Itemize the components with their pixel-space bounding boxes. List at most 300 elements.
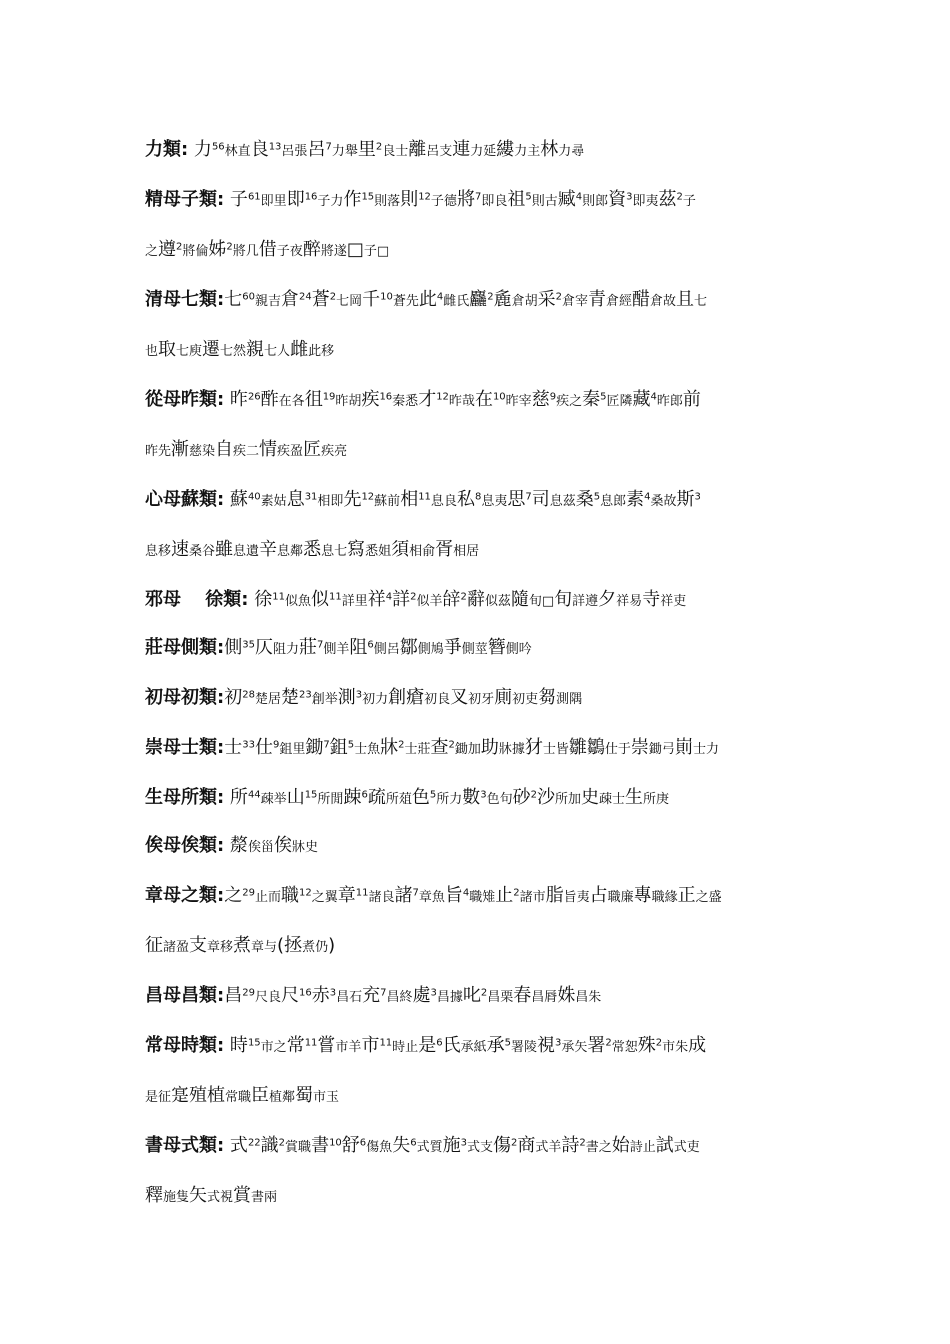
fanqie-annotation: 則古 [531, 194, 558, 209]
fanqie-annotation: 子□ [363, 244, 390, 259]
count-number: 6 [359, 1137, 367, 1149]
fanqie-annotation: 章移 [207, 940, 234, 955]
character: 殊 [637, 1035, 656, 1056]
fanqie-annotation: 市羊 [335, 1040, 362, 1055]
count-number: 15 [361, 191, 375, 203]
character: 蒼 [311, 289, 330, 310]
character: 胥 [435, 539, 454, 560]
count-number: 23 [298, 689, 312, 701]
fanqie-annotation: 書兩 [251, 1190, 278, 1205]
fanqie-annotation: 桑谷 [189, 544, 216, 559]
character: 雖 [215, 539, 234, 560]
character: 取 [158, 339, 177, 360]
fanqie-annotation: 市朱 [662, 1040, 689, 1055]
count-number: 6 [361, 789, 368, 801]
category-heading: 力類: [145, 139, 189, 160]
fanqie-annotation: 息茲 [549, 494, 576, 509]
character: 姝 [557, 985, 576, 1006]
character: 秦 [582, 389, 601, 410]
character: 寔 [171, 1085, 190, 1106]
fanqie-annotation: 諸良 [368, 890, 395, 905]
count-number: 10 [492, 391, 506, 403]
count-number: 16 [298, 987, 312, 999]
fanqie-annotation: 章与 [251, 940, 278, 955]
fanqie-annotation: 諸盈 [163, 940, 190, 955]
fanqie-annotation: 創举 [311, 692, 338, 707]
fanqie-annotation: 側羊 [323, 642, 350, 657]
fanqie-annotation: 林直 [224, 144, 251, 159]
count-number: 11 [379, 1037, 393, 1049]
text-line [145, 138, 825, 164]
category-heading: 從母昨類: [145, 389, 225, 410]
count-number: 3 [626, 191, 633, 203]
character: 斯 [676, 489, 695, 510]
text-line [145, 834, 825, 860]
category-heading: 心母蘇類: [145, 489, 225, 510]
fanqie-annotation: 側莖 [461, 642, 488, 657]
character: 史 [581, 787, 599, 808]
character: 春 [513, 985, 532, 1006]
character: 征 [145, 935, 163, 956]
character: 藏 [632, 389, 651, 410]
character: 漦 [224, 835, 248, 856]
count-number: 11 [418, 491, 431, 503]
character: 辭 [466, 589, 485, 610]
fanqie-annotation: 倉宰 [561, 294, 588, 309]
count-number: 3 [430, 987, 437, 999]
text-line [145, 934, 825, 960]
text-line [145, 588, 825, 614]
character: 赤 [311, 985, 330, 1006]
fanqie-annotation: 詳遵 [572, 594, 599, 609]
character: 七 [224, 289, 243, 310]
count-number: 2 [655, 1037, 663, 1049]
fanqie-annotation: 昨先 [145, 444, 172, 459]
character: 市 [361, 1035, 380, 1056]
fanqie-annotation: 將几 [232, 244, 259, 259]
fanqie-annotation: 昌終 [386, 990, 413, 1005]
fanqie-annotation: 承矢 [561, 1040, 588, 1055]
fanqie-annotation: 士皆 [542, 742, 569, 757]
text-line [145, 984, 825, 1010]
count-number: 2 [555, 291, 562, 303]
count-number: 4 [575, 191, 583, 203]
character: 釋 [145, 1185, 163, 1206]
character: 呂 [307, 139, 326, 160]
category-heading: 崇母士類: [145, 737, 225, 758]
character: 息 [286, 489, 305, 510]
count-number: 29 [242, 987, 255, 999]
count-number: 8 [474, 491, 482, 503]
count-number: 28 [242, 689, 255, 701]
count-number: 11 [304, 1037, 318, 1049]
count-number: 2 [513, 887, 520, 899]
text-line [145, 1084, 825, 1110]
character: 采 [537, 289, 556, 310]
text-line [145, 686, 825, 712]
fanqie-annotation: 秦悉 [392, 394, 419, 409]
fanqie-annotation: 昌朱 [575, 990, 602, 1005]
character: 遵 [158, 239, 177, 260]
fanqie-annotation: 賞職 [285, 1140, 312, 1155]
text-line [145, 338, 825, 364]
count-number: 5 [525, 191, 532, 203]
character: 昌 [224, 985, 243, 1006]
category-heading: 生母所類: [145, 787, 225, 808]
character: 所 [224, 787, 248, 808]
count-number: 2 [510, 1137, 518, 1149]
character: 牀 [380, 737, 399, 758]
character: 試 [655, 1135, 674, 1156]
fanqie-annotation: 即里 [260, 194, 287, 209]
fanqie-annotation: 子夜 [276, 244, 303, 259]
character: 借 [258, 239, 277, 260]
fanqie-annotation: 疾亮 [321, 444, 348, 459]
fanqie-annotation: 時止 [392, 1040, 419, 1055]
fanqie-annotation: 鉏里 [279, 742, 306, 757]
fanqie-annotation: 此移 [308, 344, 335, 359]
character: 且 [676, 289, 695, 310]
count-number: 2 [176, 241, 183, 253]
fanqie-annotation: 士魚 [354, 742, 381, 757]
fanqie-annotation: 則落 [374, 194, 401, 209]
character: 似 [310, 589, 329, 610]
count-number: 6 [367, 639, 374, 651]
character: 叱 [462, 985, 481, 1006]
fanqie-annotation: 昌石 [336, 990, 363, 1005]
count-number: 26 [247, 391, 261, 403]
category-heading: 初母初類: [145, 687, 225, 708]
fanqie-annotation: 初吏 [512, 692, 539, 707]
character: 成 [688, 1035, 707, 1056]
fanqie-annotation: 相即 [317, 494, 344, 509]
count-number: 29 [242, 887, 255, 899]
character: 千 [362, 289, 381, 310]
character: 識 [260, 1135, 279, 1156]
fanqie-annotation: 煮仍 [302, 940, 329, 955]
character: 蜀 [295, 1085, 314, 1106]
fanqie-annotation: 疾之 [556, 394, 583, 409]
character: 作 [343, 189, 362, 210]
fanqie-annotation: 素姑 [260, 494, 287, 509]
character: 初 [224, 687, 243, 708]
character: 桑 [575, 489, 594, 510]
character: 徂 [304, 389, 323, 410]
character: 資 [608, 189, 627, 210]
count-number: 2 [329, 291, 337, 303]
count-number: 2 [480, 987, 488, 999]
fanqie-annotation: 子力 [317, 194, 344, 209]
fanqie-annotation: 側鳩 [417, 642, 444, 657]
character: 漸 [171, 439, 190, 460]
character: 職 [280, 885, 299, 906]
count-number: 3 [460, 1137, 467, 1149]
character: 止 [495, 885, 514, 906]
count-number: 15 [304, 789, 318, 801]
character: 簪 [487, 637, 506, 658]
fanqie-annotation: 在各 [278, 394, 305, 409]
count-number: 13 [268, 141, 282, 153]
fanqie-annotation: 側吟 [505, 642, 532, 657]
character: 寺 [642, 589, 661, 610]
fanqie-annotation: 是征 [145, 1090, 172, 1105]
category-heading: 俟母俟類: [145, 835, 225, 856]
character: 砂 [512, 787, 531, 808]
character: 生 [625, 787, 644, 808]
character: 旬 [554, 589, 573, 610]
character: 則 [400, 189, 419, 210]
count-number: 11 [355, 887, 369, 899]
count-number: 5 [600, 391, 607, 403]
fanqie-annotation: 色句 [486, 792, 513, 807]
count-number: 3 [329, 987, 337, 999]
fanqie-annotation: 雌氏 [443, 294, 470, 309]
character: 慈 [531, 389, 550, 410]
character: 疏 [367, 787, 386, 808]
character: 才 [418, 389, 437, 410]
fanqie-annotation: 七人 [264, 344, 291, 359]
character: 相 [400, 489, 419, 510]
character: 詩 [561, 1135, 580, 1156]
fanqie-annotation: 即夷 [632, 194, 659, 209]
fanqie-annotation: 旨夷 [563, 890, 590, 905]
fanqie-annotation: 子德 [430, 194, 457, 209]
fanqie-annotation: 常恕 [611, 1040, 638, 1055]
character: 諸 [394, 885, 413, 906]
count-number: 2 [448, 739, 455, 751]
fanqie-annotation: 側呂 [373, 642, 400, 657]
character: 私 [456, 489, 475, 510]
fanqie-annotation: 詳里 [341, 594, 368, 609]
character: 助 [480, 737, 499, 758]
fanqie-annotation: 昨胡 [335, 394, 362, 409]
character: 旨 [444, 885, 463, 906]
fanqie-annotation: 昨宰 [505, 394, 532, 409]
character: 連 [452, 139, 471, 160]
fanqie-annotation: 所閒 [317, 792, 344, 807]
count-number: 10 [329, 1137, 342, 1149]
count-number: 4 [462, 887, 470, 899]
count-number: 2 [410, 591, 417, 603]
fanqie-annotation: 昌脣 [531, 990, 558, 1005]
fanqie-annotation: 也 [145, 344, 159, 359]
character: 矢 [189, 1185, 208, 1206]
category-heading: 莊母側類: [145, 637, 225, 658]
count-number: 5 [504, 1037, 511, 1049]
fanqie-annotation: 常職 [225, 1090, 252, 1105]
count-number: 11 [272, 591, 285, 603]
fanqie-annotation: 相俞 [409, 544, 436, 559]
count-number: 7 [525, 491, 532, 503]
character: 士 [224, 737, 243, 758]
fanqie-annotation: 將倫 [182, 244, 209, 259]
fanqie-annotation: 諸市 [519, 890, 546, 905]
character: 將 [456, 189, 475, 210]
character: 力 [188, 139, 212, 160]
fanqie-annotation: 息郎 [600, 494, 627, 509]
fanqie-annotation: 疾盈 [277, 444, 304, 459]
fanqie-annotation: 息遺 [233, 544, 260, 559]
count-number: 44 [247, 789, 261, 801]
fanqie-annotation: 倉胡 [511, 294, 538, 309]
fanqie-annotation: 章魚 [418, 890, 445, 905]
category-heading: 邪母 徐類: [145, 589, 249, 610]
fanqie-annotation: 呂支 [426, 144, 453, 159]
character: 速 [171, 539, 190, 560]
character: 悉 [303, 539, 322, 560]
character: 詳 [392, 589, 411, 610]
fanqie-annotation: 呂張 [281, 144, 308, 159]
character: 犲 [524, 737, 543, 758]
count-number: 6 [436, 1037, 443, 1049]
fanqie-annotation: 力延 [470, 144, 497, 159]
count-number: 5 [429, 789, 437, 801]
character: 須 [391, 539, 410, 560]
text-line [145, 388, 825, 414]
character: 子 [224, 189, 248, 210]
character: 色 [411, 787, 430, 808]
fanqie-annotation: 式支 [466, 1140, 493, 1155]
character: 辛 [259, 539, 278, 560]
fanqie-annotation: 相居 [453, 544, 480, 559]
fanqie-annotation: 傷魚 [366, 1140, 393, 1155]
text-line [145, 884, 825, 910]
count-number: 15 [247, 1037, 261, 1049]
category-heading: 昌母昌類: [145, 985, 225, 1006]
character: 鉏 [329, 737, 348, 758]
character: 商 [517, 1135, 536, 1156]
fanqie-annotation: 楚居 [254, 692, 281, 707]
character: 式 [224, 1135, 248, 1156]
fanqie-annotation: 昨哉 [448, 394, 475, 409]
fanqie-annotation: 子 [682, 194, 696, 209]
character: 廁 [494, 687, 513, 708]
fanqie-annotation: 所力 [436, 792, 463, 807]
character: 夕 [598, 589, 617, 610]
fanqie-annotation: 之翼 [311, 890, 338, 905]
fanqie-annotation: 仕于 [604, 742, 631, 757]
category-heading: 章母之類: [145, 885, 225, 906]
count-number: 9 [549, 391, 557, 403]
character: 支 [189, 935, 208, 956]
count-number: 2 [460, 591, 467, 603]
character: (拯 [277, 935, 303, 956]
count-number: 7 [316, 639, 324, 651]
fanqie-annotation: 疎举 [260, 792, 287, 807]
count-number: 3 [554, 1037, 562, 1049]
character: 傷 [492, 1135, 511, 1156]
fanqie-annotation: 則郎 [582, 194, 609, 209]
fanqie-annotation: 良士 [382, 144, 409, 159]
character: 臧 [557, 189, 576, 210]
count-number: 7 [412, 887, 419, 899]
count-number: 2 [375, 141, 383, 153]
count-number: 2 [226, 241, 233, 253]
character: 脂 [545, 885, 564, 906]
character: 醋 [632, 289, 651, 310]
count-number: 5 [347, 739, 355, 751]
character: 鶵 [586, 737, 605, 758]
character: 在 [474, 389, 493, 410]
category-heading: 書母式類: [145, 1135, 225, 1156]
fanqie-annotation: 七 [694, 294, 708, 309]
fanqie-annotation: 倉經 [606, 294, 633, 309]
fanqie-annotation: 測隅 [556, 692, 583, 707]
fanqie-annotation: 尺良 [254, 990, 281, 1005]
character: 時 [224, 1035, 248, 1056]
fanqie-annotation: 七然 [220, 344, 247, 359]
count-number: 5 [593, 491, 601, 503]
count-number: 3 [694, 491, 701, 503]
fanqie-annotation: 式吏 [673, 1140, 700, 1155]
count-number: 4 [436, 291, 444, 303]
character: 鄒 [399, 637, 418, 658]
fanqie-annotation: 牀據 [498, 742, 525, 757]
fanqie-annotation: 俟甾 [247, 840, 274, 855]
character: 思 [507, 489, 526, 510]
character: 疾 [361, 389, 380, 410]
character: 臣 [251, 1085, 270, 1106]
count-number: 4 [650, 391, 657, 403]
character: 署 [587, 1035, 606, 1056]
character: 酢 [260, 389, 279, 410]
character: 章 [337, 885, 356, 906]
character: 里 [357, 139, 376, 160]
character: 蘇 [224, 489, 248, 510]
character: 氏 [442, 1035, 461, 1056]
character: 側 [224, 637, 243, 658]
fanqie-annotation: 蒼先 [392, 294, 419, 309]
character: 俟 [273, 835, 292, 856]
text-line [145, 786, 825, 812]
character: 茲 [658, 189, 677, 210]
fanqie-annotation: 匠隣 [606, 394, 633, 409]
fanqie-annotation: 署陵 [510, 1040, 537, 1055]
fanqie-annotation: 昨郎 [656, 394, 683, 409]
character: 楚 [280, 687, 299, 708]
character: 是 [418, 1035, 437, 1056]
character: 踈 [343, 787, 362, 808]
character: 祥 [367, 589, 386, 610]
count-number: 16 [304, 191, 318, 203]
text-line [145, 488, 825, 514]
count-number: 7 [380, 987, 387, 999]
character: 自 [215, 439, 234, 460]
count-number: 11 [328, 591, 342, 603]
character: 正 [677, 885, 696, 906]
fanqie-annotation: 施隻 [163, 1190, 190, 1205]
count-number: 3 [480, 789, 487, 801]
character: 煮 [233, 935, 252, 956]
character: 殖 [189, 1085, 208, 1106]
character: 查 [430, 737, 449, 758]
fanqie-annotation: 書之 [585, 1140, 612, 1155]
text-line [145, 1134, 825, 1160]
character: 賞 [233, 1185, 252, 1206]
fanqie-annotation: 所葅 [385, 792, 412, 807]
character: 舒 [341, 1135, 360, 1156]
fanqie-annotation: 力舉 [331, 144, 358, 159]
character: 崇 [630, 737, 649, 758]
count-number: 2 [579, 1137, 586, 1149]
count-number: 12 [418, 191, 431, 203]
character: 此 [418, 289, 437, 310]
fanqie-annotation: 阻力 [272, 642, 299, 657]
count-number: 31 [304, 491, 318, 503]
count-number: 2 [278, 1137, 286, 1149]
character: 施 [442, 1135, 461, 1156]
fanqie-annotation: 悉姐 [365, 544, 392, 559]
